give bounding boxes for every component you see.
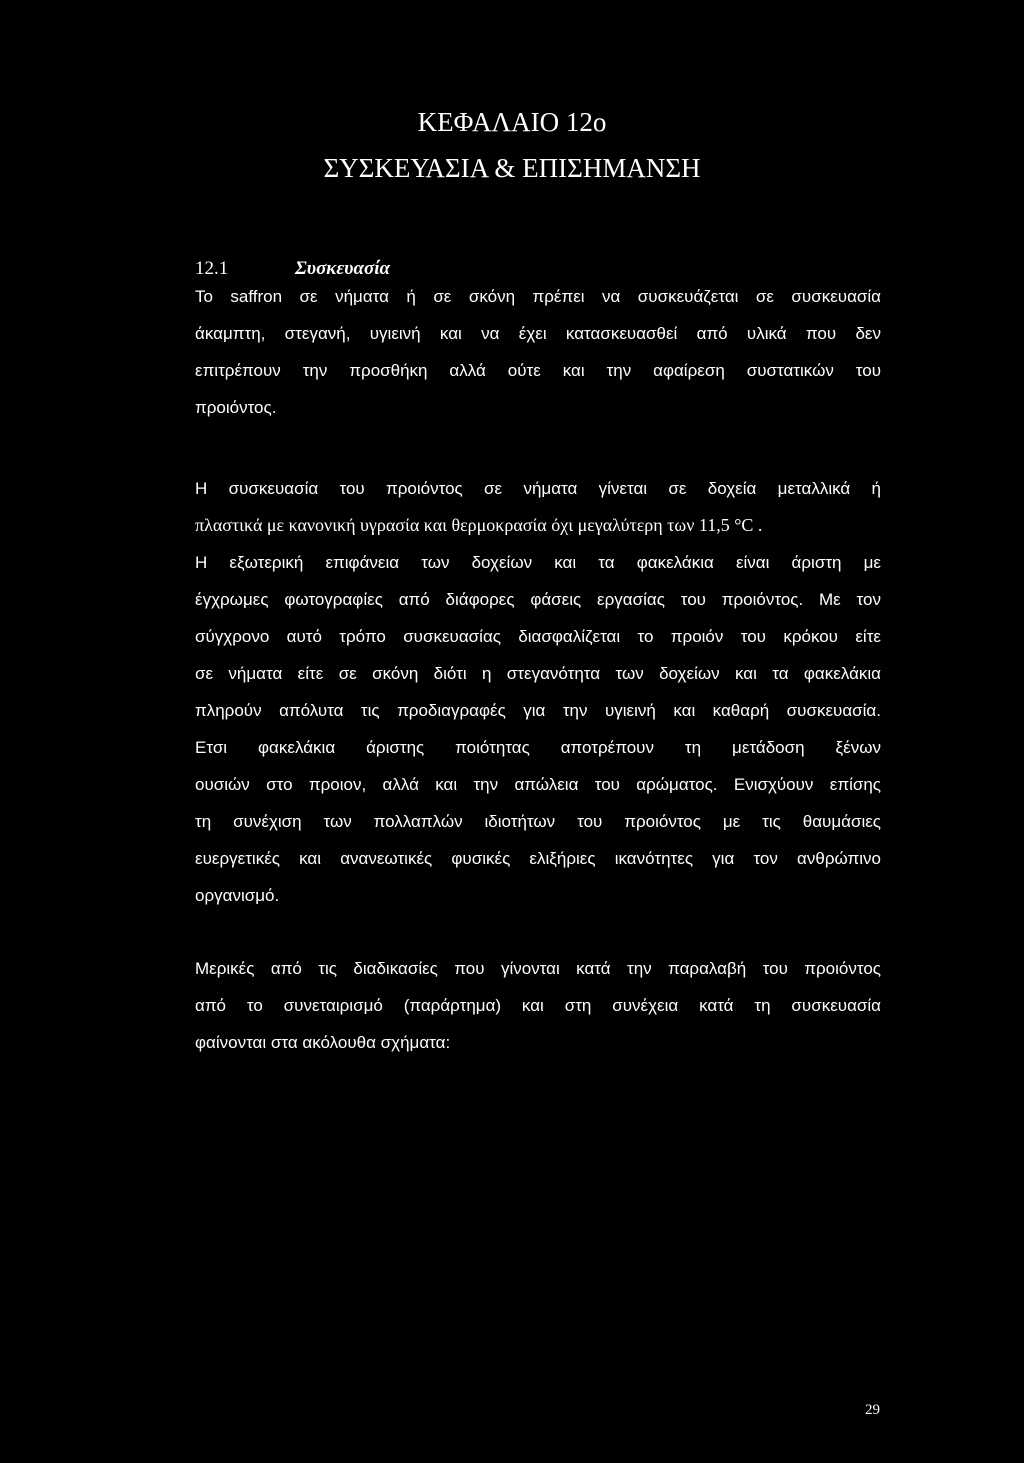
paragraph-line: ουσιών στο προιον, αλλά και την απώλεια του αρώματος. Ενισχύουν επίσης bbox=[195, 775, 881, 794]
paragraph-line: Ετσι φακελάκια άριστης ποιότητας αποτρέπουν τη μετάδοση ξένων bbox=[195, 738, 881, 757]
paragraph-line: προιόντος. bbox=[195, 398, 277, 417]
paragraph-1 bbox=[195, 278, 881, 426]
paragraph-line: σύγχρονο αυτό τρόπο συσκευασίας διασφαλίζεται το προιόν του κρόκου είτε bbox=[195, 627, 881, 646]
paragraph-line: σε νήματα είτε σε σκόνη διότι η στεγανότητα των δοχείων και τα φακελάκια bbox=[195, 664, 881, 683]
paragraph-line: άκαμπτη, στεγανή, υγιεινή και να έχει κατασκευασθεί από υλικά που δεν bbox=[195, 324, 881, 343]
paragraph-line: Η συσκευασία του προιόντος σε νήματα γίνεται σε δοχεία μεταλλικά ή bbox=[195, 479, 881, 498]
paragraph-line: πληρούν απόλυτα τις προδιαγραφές για την υγιεινή και καθαρή συσκευασία. bbox=[195, 701, 881, 720]
chapter-number: ΚΕΦΑΛΑΙΟ 12ο bbox=[417, 107, 607, 137]
page-number: 29 bbox=[865, 1402, 880, 1418]
chapter-title: ΣΥΣΚΕΥΑΣΙΑ & ΕΠΙΣΗΜΑΝΣΗ bbox=[323, 153, 701, 183]
paragraph-line: από το συνεταιρισμό (παράρτημα) και στη συνέχεια κατά τη συσκευασία bbox=[195, 996, 881, 1015]
paragraph-line: έγχρωμες φωτογραφίες από διάφορες φάσεις εργασίας του προιόντος. Με τον bbox=[195, 590, 881, 609]
paragraph-2 bbox=[195, 470, 881, 914]
paragraph-line: επιτρέπουν την προσθήκη αλλά ούτε και την αφαίρεση συστατικών του bbox=[195, 361, 881, 380]
paragraph-3 bbox=[195, 950, 881, 1061]
section-number: 12.1 bbox=[195, 258, 229, 279]
paragraph-line: Το saffron σε νήματα ή σε σκόνη πρέπει να συσκευάζεται σε συσκευασία bbox=[195, 287, 881, 306]
paragraph-line: Η εξωτερική επιφάνεια των δοχείων και τα φακελάκια είναι άριστη με bbox=[195, 553, 881, 572]
paragraph-line: οργανισμό. bbox=[195, 886, 280, 905]
paragraph-line: φαίνονται στα ακόλουθα σχήματα: bbox=[195, 1033, 451, 1052]
paragraph-line: τη συνέχιση των πολλαπλών ιδιοτήτων του προιόντος με τις θαυμάσιες bbox=[195, 812, 881, 831]
paragraph-line: πλαστικά με κανονική υγρασία και θερμοκρασία όχι μεγαλύτερη των 11,5 °C . bbox=[195, 515, 763, 535]
section-title: Συσκευασία bbox=[295, 258, 391, 279]
paragraph-line: Μερικές από τις διαδικασίες που γίνονται κατά την παραλαβή του προιόντος bbox=[195, 959, 881, 978]
paragraph-line: ευεργετικές και ανανεωτικές φυσικές ελιξήριες ικανότητες για τον ανθρώπινο bbox=[195, 849, 881, 868]
